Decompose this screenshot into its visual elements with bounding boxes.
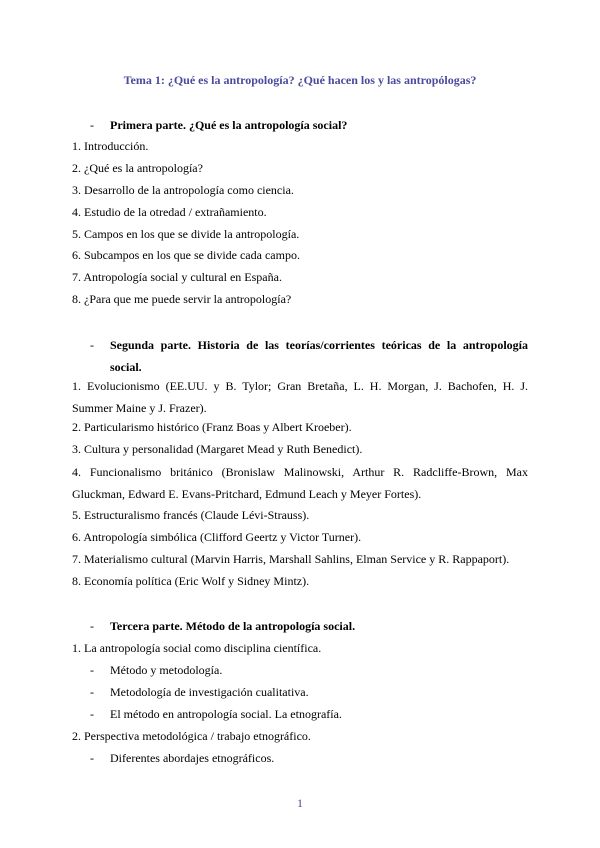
- sub-list-item: [90, 751, 274, 765]
- list-item: 7. Materialismo cultural (Marvin Harris, Marshall Sahlins, Elman Service y R. Rappaport).: [72, 552, 510, 566]
- list-item: 8. ¿Para que me puede servir la antropología?: [72, 292, 292, 306]
- dash-bullet: -: [90, 685, 94, 699]
- part1-heading: [90, 118, 528, 132]
- dash-bullet: -: [90, 619, 94, 633]
- list-item: 3. Cultura y personalidad (Margaret Mead y Ruth Benedict).: [72, 442, 363, 456]
- sub-list-item: [90, 685, 309, 699]
- dash-bullet: -: [90, 751, 94, 765]
- part3-heading-text: Tercera parte. Método de la antropología social.: [110, 619, 356, 633]
- list-item: 4. Estudio de la otredad / extrañamiento.: [72, 205, 267, 219]
- list-item: 8. Economía política (Eric Wolf y Sidney Mintz).: [72, 574, 310, 588]
- list-item: 6. Subcampos en los que se divide cada campo.: [72, 248, 300, 262]
- list-item: 4. Funcionalismo británico (Bronislaw Malinowski, Arthur R. Radcliffe-Brown, Max Gluckman, Edward E. Evans-Pritchard, Edmund Leach y Meyer Fortes).: [72, 465, 528, 501]
- sub-list-item-text: El método en antropología social. La etnografía.: [110, 707, 342, 721]
- part1-heading-text: Primera parte. ¿Qué es la antropología social?: [110, 118, 348, 132]
- sub-list-item: [90, 663, 222, 677]
- dash-bullet: -: [90, 118, 94, 132]
- page-number: 1: [297, 796, 303, 810]
- list-item: 3. Desarrollo de la antropología como ciencia.: [72, 183, 294, 197]
- list-item: 2. ¿Qué es la antropología?: [72, 161, 203, 175]
- list-item: 1. Introducción.: [72, 139, 149, 153]
- page-title: Tema 1: ¿Qué es la antropología? ¿Qué hacen los y las antropólogas?: [123, 73, 477, 87]
- sub-list-item-text: Metodología de investigación cualitativa.: [110, 685, 309, 699]
- list-item: 7. Antropología social y cultural en España.: [72, 270, 282, 284]
- list-item: 1. Evolucionismo (EE.UU. y B. Tylor; Gran Bretaña, L. H. Morgan, J. Bachofen, H. J. Summer Maine y J. Frazer).: [72, 379, 528, 415]
- part2-heading-text: Segunda parte. Historia de las teorías/corrientes teóricas de la antropología social.: [110, 338, 528, 374]
- part3-heading: [90, 619, 528, 633]
- list-item: 5. Estructuralismo francés (Claude Lévi-Strauss).: [72, 508, 310, 522]
- list-item: 2. Perspectiva metodológica / trabajo etnográfico.: [72, 729, 311, 743]
- dash-bullet: -: [90, 707, 94, 721]
- list-item: 5. Campos en los que se divide la antropología.: [72, 227, 300, 241]
- sub-list-item-text: Método y metodología.: [110, 663, 223, 677]
- list-item: 6. Antropología simbólica (Clifford Geertz y Victor Turner).: [72, 530, 362, 544]
- dash-bullet: -: [90, 663, 94, 677]
- list-item: 1. La antropología social como disciplina científica.: [72, 641, 322, 655]
- sub-list-item-text: Diferentes abordajes etnográficos.: [110, 751, 275, 765]
- list-item: 2. Particularismo histórico (Franz Boas y Albert Kroeber).: [72, 420, 352, 434]
- sub-list-item: [90, 707, 342, 721]
- part2-heading: [90, 334, 528, 378]
- dash-bullet: -: [90, 338, 94, 352]
